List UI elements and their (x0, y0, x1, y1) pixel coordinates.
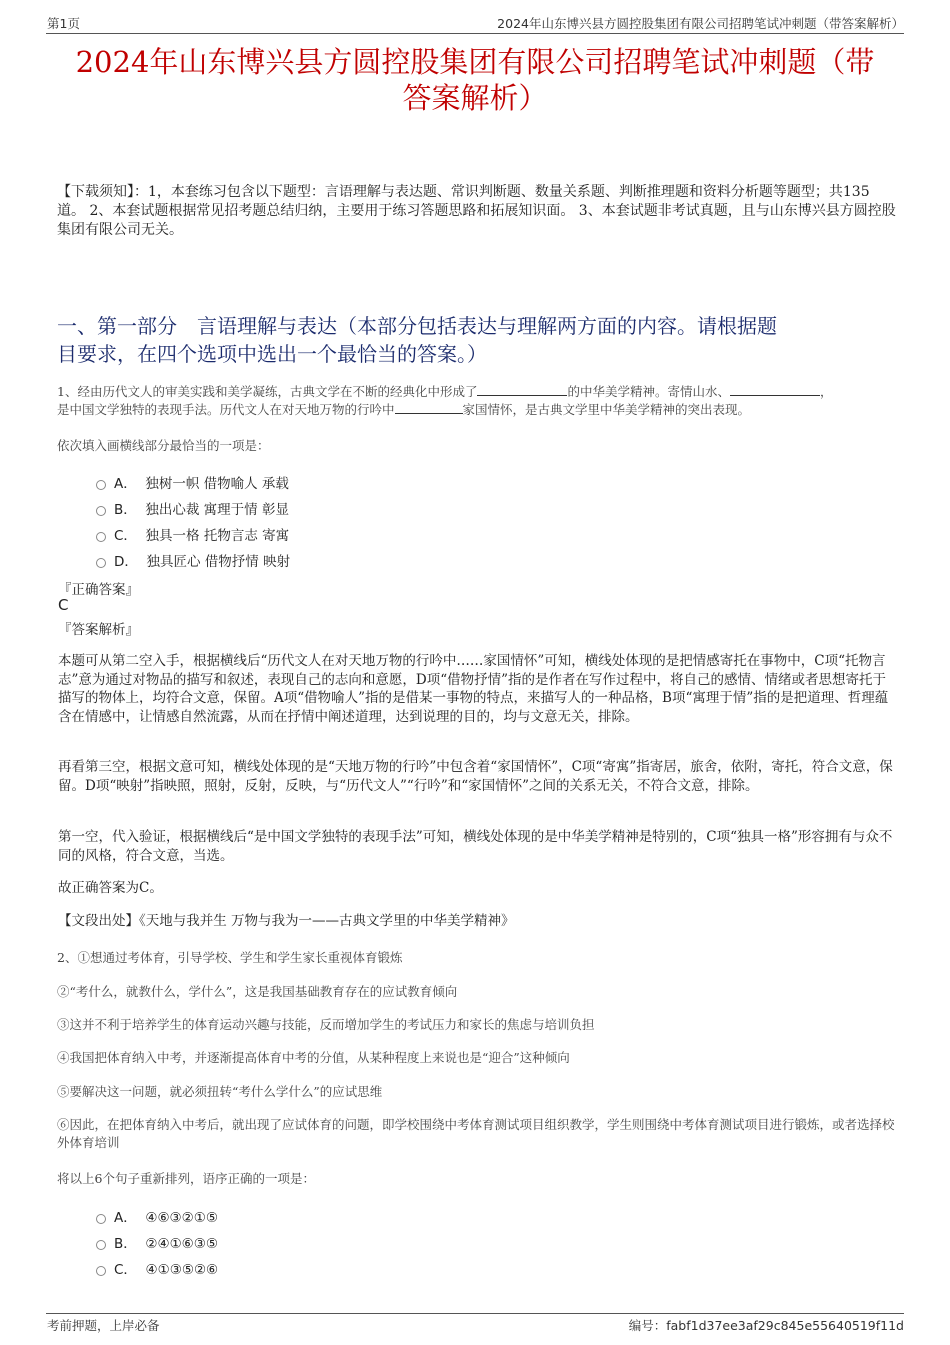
fill-blank-3 (395, 401, 463, 414)
q2-sentence-6: ⑥因此，在把体育纳入中考后，就出现了应试体育的问题，即学校围绕中考体育测试项目组织教学，学生则围绕中考体育测试项目进行锻炼，或者选择校外体育培训 (57, 1117, 895, 1150)
option-text: ④⑥③②①⑤ (145, 1210, 218, 1226)
correct-answer: C (58, 596, 69, 614)
radio-icon[interactable] (96, 1214, 106, 1224)
analysis-paragraph-3: 第一空，代入验证，根据横线后“是中国文学独特的表现手法”可知，横线处体现的是中华美学精神是特别的，C项“独具一格”形容拥有与众不同的风格，符合文意，当选。 (58, 829, 893, 864)
q1-stem-part: 是中国文学独特的表现手法。历代文人在对天地万物的行吟中 (57, 402, 395, 417)
q2-sentence-2: ②“考什么，就教什么，学什么”，这是我国基础教育存在的应试教育倾向 (57, 984, 458, 999)
option-text: 独具匠心 借物抒情 映射 (146, 554, 291, 570)
radio-icon[interactable] (96, 532, 106, 542)
q1-option-a[interactable] (96, 472, 289, 492)
q1-stem-part: ， (819, 384, 833, 399)
option-text: 独具一格 托物言志 寄寓 (145, 528, 290, 544)
question-2-prompt: 将以上6个句子重新排列，语序正确的一项是： (57, 1171, 315, 1186)
footer-document-id: 编号：fabf1d37ee3af29c845e55640519f11d (628, 1318, 904, 1333)
fill-blank-1 (477, 383, 567, 396)
option-letter: A． (114, 476, 137, 492)
q2-option-a[interactable] (96, 1206, 218, 1226)
footer-slogan: 考前押题，上岸必备 (47, 1318, 160, 1333)
analysis-paragraph-2: 再看第三空，根据文意可知，横线处体现的是“天地万物的行吟”中包含着“家国情怀”，C项“寄寓”指寄居，旅舍，依附，寄托，符合文意，保留。D项“映射”指映照，照射，反射，反映，与“历代文人”“行吟”和“家国情怀”之间的关系无关，不符合文意，排除。 (58, 759, 893, 794)
q1-option-b[interactable] (96, 498, 289, 518)
option-text: 独树一帜 借物喻人 承载 (145, 476, 289, 492)
q2-sentence-1: 2、①想通过考体育，引导学校、学生和学生家长重视体育锻炼 (57, 950, 403, 965)
radio-icon[interactable] (96, 506, 106, 516)
radio-icon[interactable] (96, 480, 106, 490)
q1-stem-part: 的中华美学精神。寄情山水、 (567, 384, 730, 399)
q2-sentence-3: ③这并不利于培养学生的体育运动兴趣与技能，反而增加学生的考试压力和家长的焦虑与培训负担 (57, 1017, 595, 1032)
radio-icon[interactable] (96, 1266, 106, 1276)
option-text: 独出心裁 寓理于情 彰显 (145, 502, 289, 518)
download-notice: 【下载须知】：1，本套练习包含以下题型：言语理解与表达题、常识判断题、数量关系题、判断推理题和资料分析题等题型；共135道。 2、本套试题根据常见招考题总结归纳，主要用于练习答题思路和拓展知识面。 3、本套试题非考试真题，且与山东博兴县方圆控股集团有限公司无关。 (57, 184, 896, 238)
q1-option-c[interactable] (96, 524, 289, 544)
section-heading-line-2: 目要求，在四个选项中选出一个最恰当的答案。） (57, 342, 487, 366)
analysis-label: 『答案解析』 (58, 622, 139, 638)
option-letter: D． (114, 554, 138, 570)
q2-option-b[interactable] (96, 1232, 218, 1252)
q2-sentence-4: ④我国把体育纳入中考，并逐渐提高体育中考的分值，从某种程度上来说也是“迎合”这种倾向 (57, 1050, 570, 1065)
question-1-stem (57, 383, 897, 419)
option-letter: B． (114, 1236, 137, 1252)
q1-stem-part: 1、经由历代文人的审美实践和美学凝练，古典文学在不断的经典化中形成了 (57, 384, 478, 399)
fill-blank-2 (730, 383, 820, 396)
q2-option-c[interactable] (96, 1258, 218, 1278)
question-1-prompt: 依次填入画横线部分最恰当的一项是： (57, 438, 270, 453)
q2-sentence-5: ⑤要解决这一问题，就必须扭转“考什么学什么”的应试思维 (57, 1084, 383, 1099)
radio-icon[interactable] (96, 1240, 106, 1250)
answer-label: 『正确答案』 (58, 582, 139, 598)
q1-stem-part: 家国情怀，是古典文学里中华美学精神的突出表现。 (462, 402, 751, 417)
option-letter: C． (114, 1262, 137, 1278)
section-heading-line-1: 一、第一部分 言语理解与表达（本部分包括表达与理解两方面的内容。请根据题 (57, 314, 777, 338)
source-citation: 【文段出处】《天地与我并生 万物与我为一——古典文学里的中华美学精神》 (58, 913, 515, 929)
radio-icon[interactable] (96, 558, 106, 568)
footer-divider (46, 1313, 904, 1314)
analysis-conclusion: 故正确答案为C。 (58, 880, 163, 896)
title-line-1: 2024年山东博兴县方圆控股集团有限公司招聘笔试冲刺题（带 (75, 45, 875, 79)
option-letter: B． (114, 502, 137, 518)
option-letter: A． (114, 1210, 137, 1226)
running-header-title: 2024年山东博兴县方圆控股集团有限公司招聘笔试冲刺题（带答案解析） (497, 16, 904, 31)
section-heading (57, 312, 897, 368)
header-divider (46, 33, 904, 34)
analysis-paragraph-1: 本题可从第二空入手，根据横线后“历代文人在对天地万物的行吟中……家国情怀”可知，横线处体现的是把情感寄托在事物中，C项“托物言志”意为通过对物品的描写和叙述，表现自己的志向和意愿，D项“借物抒情”指的是作者在写作过程中，将自己的感情、情绪或者思想寄托于描写的物体上，均符合文意，保留。A项“借物喻人”指的是借某一事物的特点，来描写人的一种品格，B项“寓理于情”指的是把道理、哲理蕴含在情感中，让情感自然流露，从而在抒情中阐述道理，达到说理的目的，均与文意无关，排除。 (58, 653, 889, 725)
document-title (40, 44, 910, 116)
q1-option-d[interactable] (96, 550, 290, 570)
option-text: ④①③⑤②⑥ (145, 1262, 219, 1278)
option-letter: C． (114, 528, 137, 544)
page-number: 第1页 (47, 16, 80, 31)
title-line-2: 答案解析） (402, 81, 548, 115)
option-text: ②④①⑥③⑤ (145, 1236, 218, 1252)
